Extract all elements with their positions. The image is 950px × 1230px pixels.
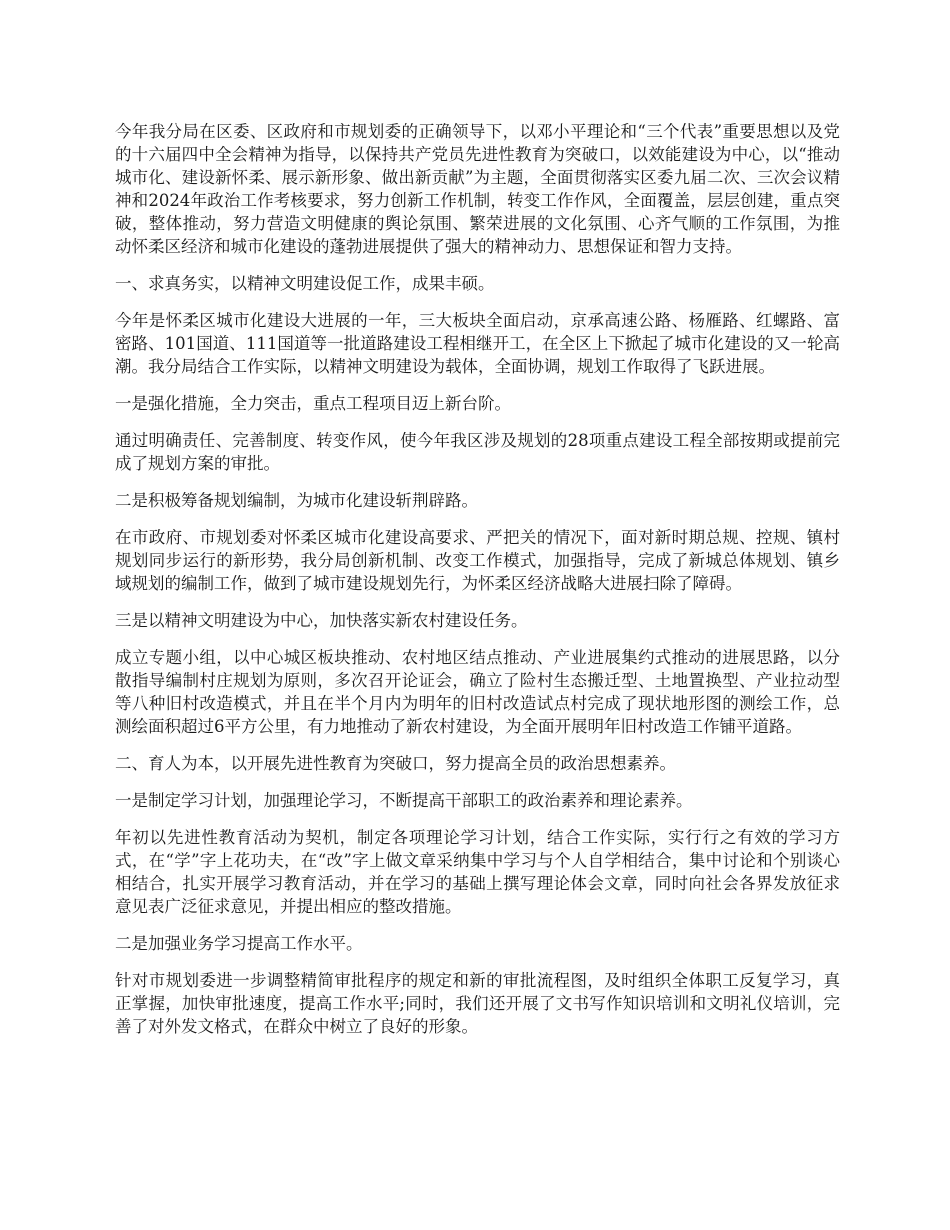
subsection-1-3-paragraph: 成立专题小组，以中心城区板块推动、农村地区结点推动、产业进展集约式推动的进展思路，以分散指导编制村庄规划为原则，多次召开论证会，确立了险村生态搬迁型、土地置换型、产业拉动型等八种旧村改造模式，并且在半个月内为明年的旧村改造试点村完成了现状地形图的测绘工作，总测绘面积超过6平方公里，有力地推动了新农村建设，为全面开展明年旧村改造工作铺平道路。 xyxy=(115,648,840,736)
subsection-1-2-paragraph: 在市政府、市规划委对怀柔区城市化建设高要求、严把关的情况下，面对新时期总规、控规、镇村规划同步运行的新形势，我分局创新机制、改变工作模式，加强指导，完成了新城总体规划、镇乡域规划的编制工作，做到了城市建设规划先行，为怀柔区经济战略大进展扫除了障碍。 xyxy=(115,528,840,593)
subsection-2-2-paragraph: 针对市规划委进一步调整精简审批程序的规定和新的审批流程图，及时组织全体职工反复学习，真正掌握，加快审批速度，提高工作水平;同时，我们还开展了文书写作知识培训和文明礼仪培训，完善了对外发文格式，在群众中树立了良好的形象。 xyxy=(115,971,840,1036)
subheading-1-3: 三是以精神文明建设为中心，加快落实新农村建设任务。 xyxy=(115,611,528,630)
subsection-2-1-paragraph: 年初以先进性教育活动为契机，制定各项理论学习计划，结合工作实际，实行行之有效的学习方式，在“学”字上花功夫，在“改”字上做文章采纳集中学习与个人自学相结合，集中讨论和个别谈心相结合，扎实开展学习教育活动，并在学习的基础上撰写理论体会文章，同时向社会各界发放征求意见表广泛征求意见，并提出相应的整改措施。 xyxy=(115,828,840,916)
subheading-1-2: 二是积极筹备规划编制，为城市化建设斩荆辟路。 xyxy=(115,491,478,510)
section-1-paragraph: 今年是怀柔区城市化建设大进展的一年，三大板块全面启动，京承高速公路、杨雁路、红螺路、富密路、101国道、111国道等一批道路建设工程相继开工，在全区上下掀起了城市化建设的又一轮高潮。我分局结合工作实际，以精神文明建设为载体，全面协调，规划工作取得了飞跃进展。 xyxy=(115,311,840,376)
section-heading-2: 二、育人为本，以开展先进性教育为突破口，努力提高全员的政治思想素养。 xyxy=(115,754,676,773)
document-body xyxy=(115,120,840,1052)
section-heading-1: 一、求真务实，以精神文明建设促工作，成果丰硕。 xyxy=(115,274,495,293)
subheading-2-2: 二是加强业务学习提高工作水平。 xyxy=(115,934,363,953)
intro-paragraph: 今年我分局在区委、区政府和市规划委的正确领导下，以邓小平理论和“三个代表”重要思想以及党的十六届四中全会精神为指导，以保持共产党员先进性教育为突破口，以效能建设为中心，以“推动城市化、建设新怀柔、展示新形象、做出新贡献”为主题，全面贯彻落实区委九届二次、三次会议精神和2024年政治工作考核要求，努力创新工作机制，转变工作作风，全面覆盖，层层创建，重点突破，整体推动，努力营造文明健康的舆论氛围、繁荣进展的文化氛围、心齐气顺的工作氛围，为推动怀柔区经济和城市化建设的蓬勃进展提供了强大的精神动力、思想保证和智力支持。 xyxy=(115,122,840,256)
subheading-2-1: 一是制定学习计划，加强理论学习，不断提高干部职工的政治素养和理论素养。 xyxy=(115,791,693,810)
subsection-1-1-paragraph: 通过明确责任、完善制度、转变作风，使今年我区涉及规划的28项重点建设工程全部按期或提前完成了规划方案的审批。 xyxy=(115,431,840,473)
subheading-1-1: 一是强化措施，全力突击，重点工程项目迈上新台阶。 xyxy=(115,394,511,413)
